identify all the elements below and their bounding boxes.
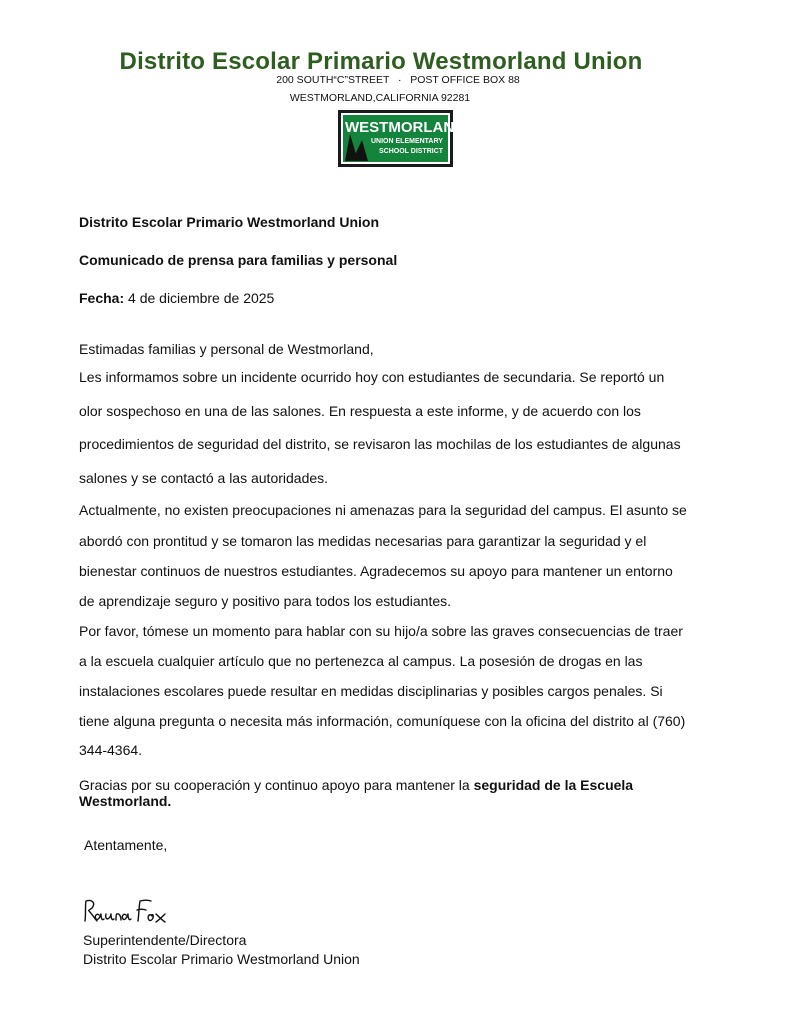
closing-bold-2: Westmorland. [79, 793, 172, 809]
date-value: 4 de diciembre de 2025 [124, 290, 275, 306]
district-title: Distrito Escolar Primario Westmorland Union [119, 48, 643, 75]
logo-subtitle-2: SCHOOL DISTRICT [379, 148, 444, 155]
closing-line [79, 777, 633, 793]
address-line-2: WESTMORLAND,CALIFORNIA 92281 [289, 92, 471, 104]
logo-subtitle-1: UNION ELEMENTARY [371, 138, 443, 145]
address-line-1: 200 SOUTH“C”STREET · POST OFFICE BOX 88 [276, 74, 520, 86]
paragraph-3-line: 344-4364. [79, 742, 143, 758]
paragraph-1-line: olor sospechoso en una de las salones. En respuesta a este informe, y de acuerdo con los [79, 403, 641, 419]
greeting: Estimadas familias y personal de Westmorland, [79, 341, 374, 357]
signer-org: Distrito Escolar Primario Westmorland Union [83, 951, 360, 967]
paragraph-2-line: bienestar continuos de nuestros estudiantes. Agradecemos su apoyo para mantener un entorno [79, 563, 673, 579]
paragraph-3-line: tiene alguna pregunta o necesita más información, comuníquese con la oficina del distrito al (760) [79, 713, 686, 729]
district-logo [338, 110, 453, 167]
paragraph-3-line: a la escuela cualquier artículo que no pertenezca al campus. La posesión de drogas en las [79, 653, 643, 669]
closing-text: Gracias por su cooperación y continuo apoyo para mantener la [79, 777, 474, 793]
paragraph-3-line: Por favor, tómese un momento para hablar con su hijo/a sobre las graves consecuencias de traer [79, 623, 683, 639]
paragraph-2-line: de aprendizaje seguro y positivo para todos los estudiantes. [79, 593, 452, 609]
logo-title: WESTMORLAND [345, 119, 453, 136]
signer-title: Superintendente/Directora [83, 932, 247, 948]
org-heading: Distrito Escolar Primario Westmorland Union [79, 214, 380, 230]
handwritten-signature [80, 895, 170, 934]
valediction: Atentamente, [84, 837, 168, 853]
closing-bold-1: seguridad de la Escuela [473, 777, 634, 793]
paragraph-3-line: instalaciones escolares puede resultar en medidas disciplinarias y posibles cargos penales. Si [79, 683, 663, 699]
paragraph-1-line: procedimientos de seguridad del distrito, se revisaron las mochilas de los estudiantes de algunas [79, 436, 681, 452]
paragraph-1-line: salones y se contactó a las autoridades. [79, 470, 329, 486]
date-line [79, 290, 274, 306]
paragraph-1-line: Les informamos sobre un incidente ocurrido hoy con estudiantes de secundaria. Se reportó un [79, 369, 665, 385]
date-label: Fecha: [79, 290, 125, 306]
paragraph-2-line: abordó con prontitud y se tomaron las medidas necesarias para garantizar la seguridad y el [79, 533, 647, 549]
release-heading: Comunicado de prensa para familias y personal [79, 252, 398, 268]
paragraph-2-line: Actualmente, no existen preocupaciones ni amenazas para la seguridad del campus. El asunto se [79, 502, 687, 518]
